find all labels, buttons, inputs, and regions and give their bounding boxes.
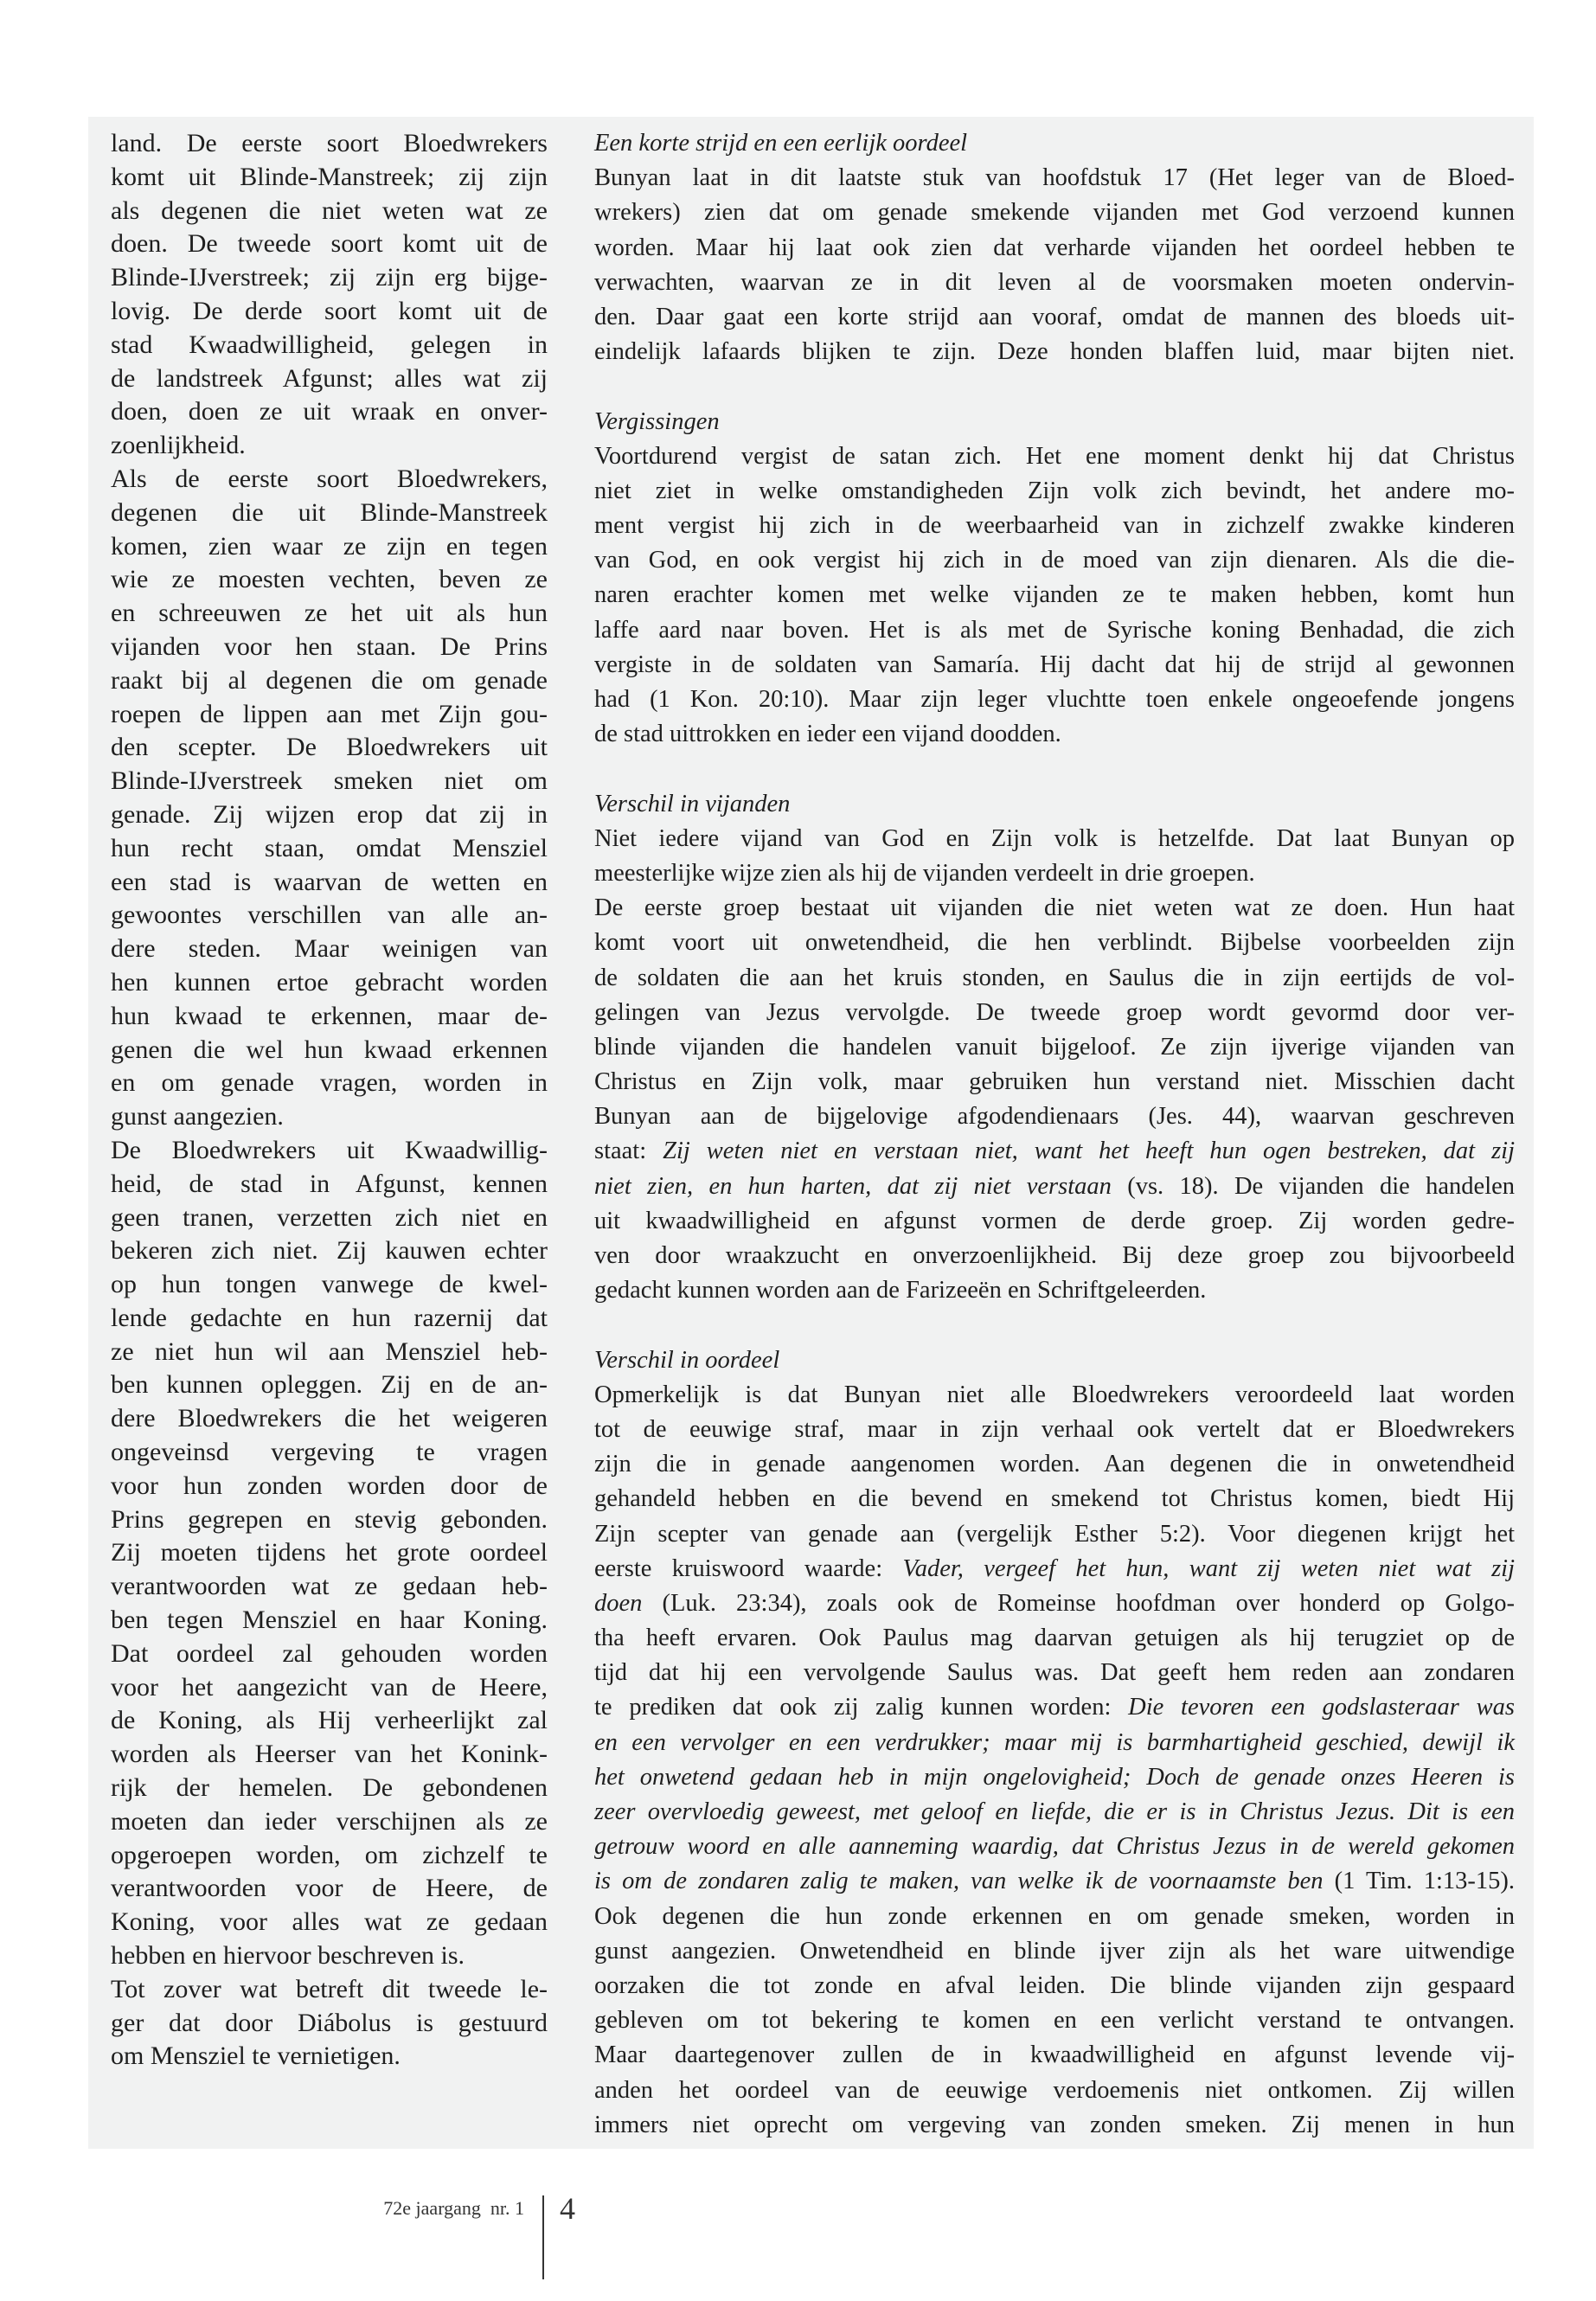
text-line: bekeren zich niet. Zij kauwen echter: [111, 1236, 548, 1266]
text-line: Tot zover wat betreft dit tweede le-: [111, 1974, 548, 2003]
text-line: doen. De tweede soort komt uit de: [111, 229, 548, 259]
text-line: De eerste groep bestaat uit vijanden die niet weten wat ze doen. Hun haat: [594, 894, 1515, 922]
text-line: ger dat door Diábolus is gestuurd: [111, 2008, 548, 2037]
text-line: zijn die in genade aangenomen worden. Aan degenen die in onwetendheid: [594, 1451, 1515, 1478]
text-line: [594, 1552, 1515, 1586]
text-line: gehandeld hebben en die bevend en smekend tot Christus komen, biedt Hij: [594, 1485, 1515, 1513]
text-line: moeten dan ieder verschijnen als ze: [111, 1806, 548, 1836]
italic-quote-segment: getrouw woord en alle aanneming waardig, dat Christus Jezus in de wereld gekomen: [594, 1833, 1515, 1861]
text-line: als degenen die niet weten wat ze: [111, 195, 548, 225]
text-line: ze niet hun wil aan Mensziel heb-: [111, 1336, 548, 1366]
text-line: gebleven om tot bekering te komen en een verlicht verstand te ontvangen.: [594, 2007, 1515, 2035]
text-line: zoenlijkheid.: [111, 431, 246, 460]
italic-quote-segment: Vader, vergeef het hun, want zij weten niet wat zij: [902, 1554, 1516, 1582]
text-line: wrekers) zien dat om genade smekende vijanden met God verzoend kunnen: [594, 199, 1515, 227]
text-line: Blinde-IJverstreek smeken niet om: [111, 766, 548, 796]
text-line: hun kwaad te erkennen, maar de-: [111, 1001, 548, 1030]
text-line: den scepter. De Bloedwrekers uit: [111, 733, 548, 762]
text-line: vijanden voor hen staan. De Prins: [111, 631, 548, 661]
text-line: en schreeuwen ze het uit als hun: [111, 599, 548, 628]
issue-label: 72e jaargang nr. 1: [383, 2197, 524, 2219]
text-line: de landstreek Afgunst; alles wat zij: [111, 363, 548, 393]
text-line: [594, 1134, 1515, 1169]
page-number: 4: [560, 2191, 575, 2226]
text-line: Koning, voor alles wat ze gedaan: [111, 1907, 548, 1937]
text-line: [594, 1170, 1515, 1204]
italic-quote-segment: Die tevoren een godslasteraar was: [1128, 1694, 1515, 1721]
text-line: uit kwaadwilligheid en afgunst vormen de derde groep. Zij worden gedre-: [594, 1207, 1515, 1234]
text-line: worden als Heerser van het Konink-: [111, 1740, 548, 1769]
text-line: heid, de stad in Afgunst, kennen: [111, 1169, 548, 1198]
text-line: [594, 1586, 1515, 1621]
text-line: komen, zien waar ze zijn en tegen: [111, 531, 548, 561]
text-segment: (Luk. 23:34), zoals ook de Romeinse hoofdman over honderd op Golgo-: [642, 1589, 1515, 1617]
text-line: ongeveinsd vergeving te vragen: [111, 1438, 548, 1467]
text-line: gunst aangezien.: [111, 1102, 284, 1131]
text-line: degenen die uit Blinde-Manstreek: [111, 497, 548, 527]
text-line: Ook degenen die hun zonde erkennen en om genade smeken, worden in: [594, 1902, 1515, 1930]
text-line: Zij moeten tijdens het grote oordeel: [111, 1538, 548, 1567]
text-line: Voortdurend vergist de satan zich. Het ene moment denkt hij dat Christus: [594, 442, 1515, 470]
text-line: dere Bloedwrekers die het weigeren: [111, 1404, 548, 1433]
text-line: stad Kwaadwilligheid, gelegen in: [111, 330, 548, 359]
text-line: de soldaten die aan het kruis stonden, en Saulus die in zijn eertijds de vol-: [594, 964, 1515, 991]
text-line: Blinde-IJverstreek; zij zijn erg bijge-: [111, 263, 548, 292]
text-line: [594, 1690, 1515, 1725]
paragraph-spacer: [594, 752, 1515, 786]
text-line: laffe aard naar boven. Het is als met de Syrische koning Benhadad, die zich: [594, 616, 1515, 644]
text-line: Bunyan laat in dit laatste stuk van hoofdstuk 17 (Het leger van de Bloed-: [594, 164, 1515, 192]
text-line: ment vergist hij zich in de weerbaarheid van in zichzelf zwakke kinderen: [594, 512, 1515, 540]
paragraph-spacer: [594, 1308, 1515, 1343]
italic-quote-segment: en een vervolger en een verdrukker; maar mij is barmhartigheid geschied, dewijl ik: [594, 1728, 1515, 1756]
text-line: van God, en ook vergist hij zich in de moed van zijn dienaren. Als die die-: [594, 547, 1515, 574]
italic-quote-segment: zeer overvloedig geweest, met geloof en liefde, die er is in Christus Jezus. Dit is een: [594, 1798, 1515, 1825]
text-line: hebben en hiervoor beschreven is.: [111, 1941, 465, 1971]
text-segment: te prediken dat ook zij zalig kunnen worden:: [594, 1694, 1129, 1721]
text-line: Dat oordeel zal gehouden worden: [111, 1638, 548, 1668]
text-line: verwachten, waarvan ze in dit leven al de voorsmaken moeten ondervin-: [594, 268, 1515, 296]
text-line: dere steden. Maar weinigen van: [111, 934, 548, 964]
text-line: land. De eerste soort Bloedwrekers: [111, 129, 548, 157]
text-line: Zijn scepter van genade aan (vergelijk Esther 5:2). Voor diegenen krijgt het: [594, 1520, 1515, 1548]
text-line: voor hun zonden worden door de: [111, 1471, 548, 1500]
text-line: een stad is waarvan de wetten en: [111, 867, 548, 896]
text-line: doen, doen ze uit wraak en onver-: [111, 397, 548, 426]
left-column: [111, 127, 548, 2073]
text-line: oorzaken die tot zonde en afval leiden. Die blinde vijanden zijn gespaard: [594, 1971, 1515, 1999]
text-line: Christus en Zijn volk, maar gebruiken hun verstand niet. Misschien dacht: [594, 1068, 1515, 1096]
text-line: gelingen van Jezus vervolgde. De tweede groep wordt gevormd door ver-: [594, 998, 1515, 1026]
text-line: de stad uittrokken en ieder een vijand doodden.: [594, 721, 1061, 748]
text-line: Niet iedere vijand van God en Zijn volk is hetzelfde. Dat laat Bunyan op: [594, 824, 1515, 852]
text-line: lovig. De derde soort komt uit de: [111, 296, 548, 325]
text-line: eindelijk lafaards blijken te zijn. Deze honden blaffen luid, maar bijten niet.: [594, 338, 1515, 366]
italic-quote-segment: is om de zondaren zalig te maken, van welke ik de voornaamste ben: [594, 1868, 1324, 1895]
text-line: en om genade vragen, worden in: [111, 1068, 548, 1098]
right-column: [594, 126, 1515, 2143]
text-line: geen tranen, verzetten zich niet en: [111, 1202, 548, 1232]
text-line: Opmerkelijk is dat Bunyan niet alle Bloedwrekers veroordeeld laat worden: [594, 1381, 1515, 1408]
text-line: den. Daar gaat een korte strijd aan vooraf, omdat de mannen des bloeds uit-: [594, 303, 1515, 330]
text-line: rijk der hemelen. De gebondenen: [111, 1773, 548, 1803]
text-line: had (1 Kon. 20:10). Maar zijn leger vluchtte toen enkele ongeoefende jongens: [594, 686, 1515, 713]
text-line: raakt bij al degenen die om genade: [111, 665, 548, 695]
text-line: komt voort uit onwetendheid, die hen verblindt. Bijbelse voorbeelden zijn: [594, 929, 1515, 957]
text-line: tot de eeuwige straf, maar in zijn verhaal ook vertelt dat er Bloedwrekers: [594, 1415, 1515, 1443]
text-line: niet ziet in welke omstandigheden Zijn volk zich bevindt, het andere mo-: [594, 477, 1515, 504]
text-line: genen die wel hun kwaad erkennen: [111, 1035, 548, 1064]
text-line: vergiste in de soldaten van Samaría. Hij dacht dat hij de strijd al gewonnen: [594, 651, 1515, 678]
text-segment: (1 Tim. 1:13-15).: [1323, 1868, 1515, 1895]
text-line: gunst aangezien. Onwetendheid en blinde ijver zijn als het ware uitwendige: [594, 1937, 1515, 1965]
text-line: opgeroepen worden, om zichzelf te: [111, 1840, 548, 1869]
section-heading: Vergissingen: [594, 407, 720, 435]
text-line: hun recht staan, omdat Mensziel: [111, 833, 548, 862]
text-line: meesterlijke wijze zien als hij de vijanden verdeelt in drie groepen.: [594, 859, 1255, 887]
paragraph-spacer: [594, 369, 1515, 404]
text-line: ven door wraakzucht en onverzoenlijkheid. Bij deze groep zou bijvoorbeeld: [594, 1242, 1515, 1269]
text-line: [594, 1830, 1515, 1864]
text-segment: (vs. 18). De vijanden die handelen: [1111, 1172, 1516, 1200]
text-line: gedacht kunnen worden aan de Farizeeën en Schriftgeleerden.: [594, 1277, 1207, 1304]
text-line: voor het aangezicht van de Heere,: [111, 1672, 548, 1702]
section-heading: Verschil in vijanden: [594, 790, 791, 817]
text-line: de Koning, als Hij verheerlijkt zal: [111, 1706, 548, 1735]
text-line: om Mensziel te vernietigen.: [111, 2041, 401, 2071]
text-line: anden het oordeel van de eeuwige verdoemenis niet ontkomen. Zij willen: [594, 2076, 1515, 2104]
text-line: verantwoorden wat ze gedaan heb-: [111, 1572, 548, 1601]
text-line: hen kunnen ertoe gebracht worden: [111, 967, 548, 997]
section-heading: Een korte strijd en een eerlijk oordeel: [594, 130, 968, 157]
text-line: Maar daartegenover zullen de in kwaadwilligheid en afgunst levende vij-: [594, 2041, 1515, 2069]
text-line: op hun tongen vanwege de kwel-: [111, 1270, 548, 1299]
text-line: komt uit Blinde-Manstreek; zij zijn: [111, 162, 548, 191]
text-line: [594, 1760, 1515, 1795]
text-line: worden. Maar hij laat ook zien dat verharde vijanden het oordeel hebben te: [594, 234, 1515, 261]
italic-quote-segment: het onwetend gedaan heb in mijn ongelovigheid; Doch de genade onzes Heeren is: [594, 1763, 1515, 1791]
footer-divider: [542, 2195, 544, 2279]
text-line: wie ze moesten vechten, beven ze: [111, 565, 548, 594]
text-line: Prins gegrepen en stevig gebonden.: [111, 1504, 548, 1534]
text-line: lende gedachte en hun razernij dat: [111, 1303, 548, 1332]
text-line: ben tegen Mensziel en haar Koning.: [111, 1606, 548, 1635]
text-segment: eerste kruiswoord waarde:: [594, 1554, 903, 1582]
text-line: [594, 1726, 1515, 1760]
text-line: verantwoorden voor de Heere, de: [111, 1874, 548, 1903]
text-line: gewoontes verschillen van alle an-: [111, 901, 548, 930]
text-line: roepen de lippen aan met Zijn gou-: [111, 699, 548, 728]
text-line: blinde vijanden die handelen vanuit bijgeloof. Ze zijn ijverige vijanden van: [594, 1033, 1515, 1061]
text-line: [594, 1795, 1515, 1830]
text-line: De Bloedwrekers uit Kwaadwillig-: [111, 1135, 548, 1164]
text-line: Bunyan aan de bijgelovige afgodendienaars (Jes. 44), waarvan geschreven: [594, 1103, 1515, 1131]
italic-quote-segment: niet zien, en hun harten, dat zij niet verstaan: [594, 1172, 1112, 1200]
text-line: [594, 1864, 1515, 1899]
text-line: tijd dat hij een vervolgende Saulus was. Dat geeft hem reden aan zondaren: [594, 1659, 1515, 1687]
text-line: immers niet oprecht om vergeving van zonden smeken. Zij menen in hun: [594, 2111, 1515, 2138]
italic-quote-segment: doen: [594, 1589, 643, 1617]
text-segment: staat:: [594, 1138, 663, 1165]
text-line: ben kunnen opleggen. Zij en de an-: [111, 1370, 548, 1400]
text-line: genade. Zij wijzen erop dat zij in: [111, 799, 548, 829]
text-line: naren erachter komen met welke vijanden ze te maken hebben, komt hun: [594, 581, 1515, 609]
section-heading: Verschil in oordeel: [594, 1346, 780, 1374]
text-line: Als de eerste soort Bloedwrekers,: [111, 464, 548, 493]
text-line: tha heeft ervaren. Ook Paulus mag daarvan getuigen als hij terugziet op de: [594, 1625, 1515, 1652]
italic-quote-segment: Zij weten niet en verstaan niet, want het heeft hun ogen bestreken, dat zij: [663, 1138, 1515, 1165]
